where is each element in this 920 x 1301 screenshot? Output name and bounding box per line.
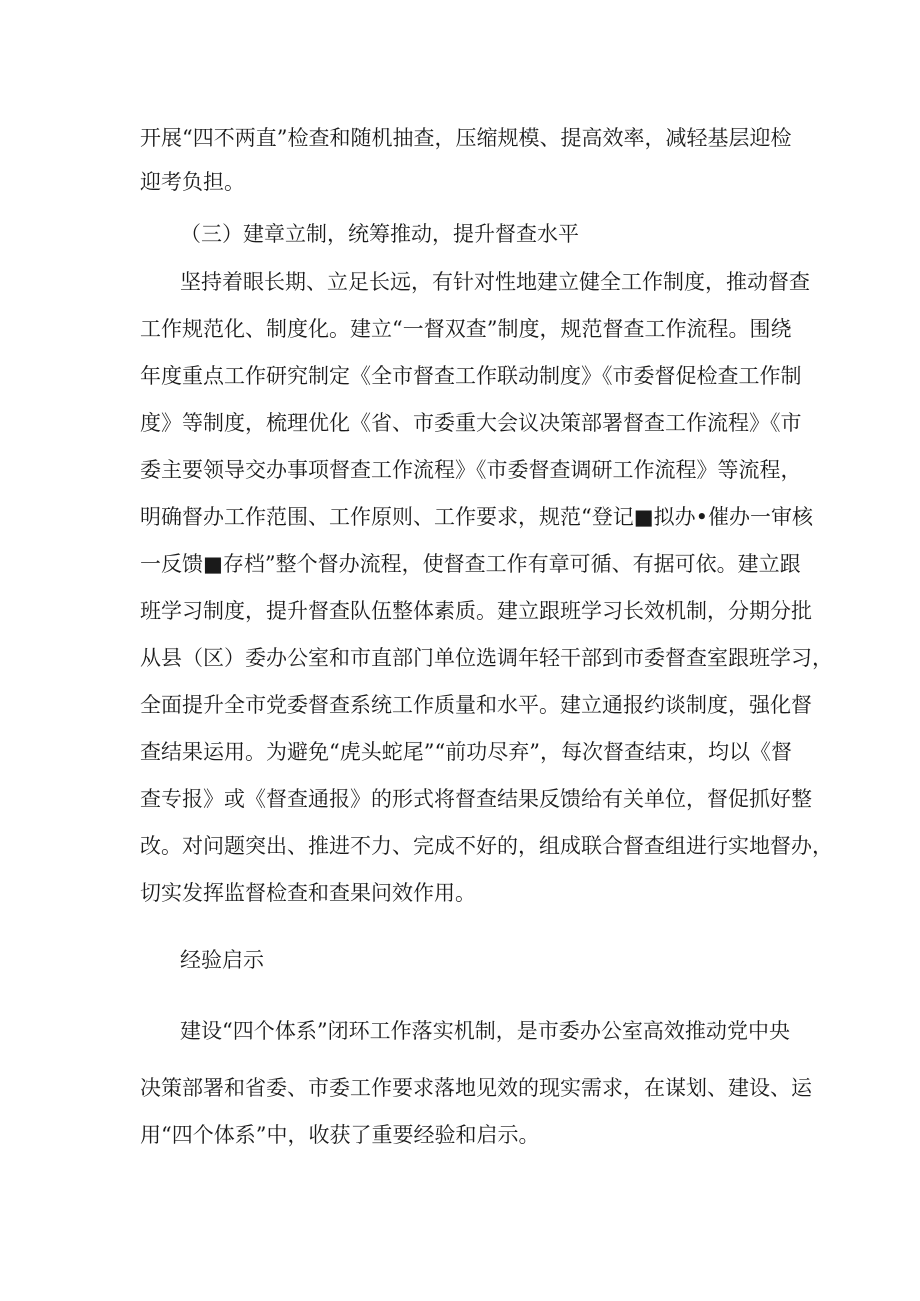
paragraph-2-line-2: 工作规范化、制度化。建立“一督双查”制度，规范督查工作流程。围绕 [140,317,792,341]
paragraph-3-line-3: 用“四个体系”中，收获了重要经验和启示。 [140,1123,540,1147]
section-heading-experience: 经验启示 [180,948,264,972]
paragraph-3-line-1: 建设“四个体系”闭环工作落实机制，是市委办公室高效推动党中央 [180,1019,790,1043]
paragraph-2-line-8: 班学习制度，提升督查队伍整体素质。建立跟班学习长效机制，分期分批 [140,599,812,623]
paragraph-2-line-13: 改。对问题突出、推进不力、完成不好的，组成联合督查组进行实地督办， [140,834,833,858]
paragraph-3-line-2: 决策部署和省委、市委工作要求落地见效的现实需求，在谋划、建设、运 [140,1076,812,1100]
paragraph-1-line-2: 迎考负担。 [140,170,245,194]
paragraph-2-line-7: 一反馈■存档”整个督办流程，使督查工作有章可循、有据可依。建立跟 [140,552,801,576]
paragraph-2-line-1: 坚持着眼长期、立足长远，有针对性地建立健全工作制度，推动督查 [180,270,810,294]
paragraph-2-line-9: 从县（区）委办公室和市直部门单位选调年轻干部到市委督查室跟班学习， [140,646,833,670]
paragraph-2-line-12: 查专报》或《督查通报》的形式将督查结果反馈给有关单位，督促抓好整 [140,787,812,811]
paragraph-2-line-10: 全面提升全市党委督查系统工作质量和水平。建立通报约谈制度，强化督 [140,693,812,717]
paragraph-2-line-6: 明确督办工作范围、工作原则、工作要求，规范“登记■拟办•催办一审核 [140,505,813,529]
subheading-three: （三）建章立制，统筹推动，提升督查水平 [180,222,579,246]
paragraph-2-line-4: 度》等制度，梳理优化《省、市委重大会议决策部署督查工作流程》《市 [140,411,802,435]
paragraph-1-line-1: 开展“四不两直”检查和随机抽查，压缩规模、提高效率，减轻基层迎检 [140,126,792,150]
paragraph-2-line-11: 查结果运用。为避免“虎头蛇尾”“前功尽弃”，每次督查结束，均以《督 [140,740,792,764]
paragraph-2-line-14: 切实发挥监督检查和查果问效作用。 [140,881,476,905]
paragraph-2-line-5: 委主要领导交办事项督查工作流程》《市委督查调研工作流程》等流程， [140,458,802,482]
paragraph-2-line-3: 年度重点工作研究制定《全市督查工作联动制度》《市委督促检查工作制 [140,364,802,388]
